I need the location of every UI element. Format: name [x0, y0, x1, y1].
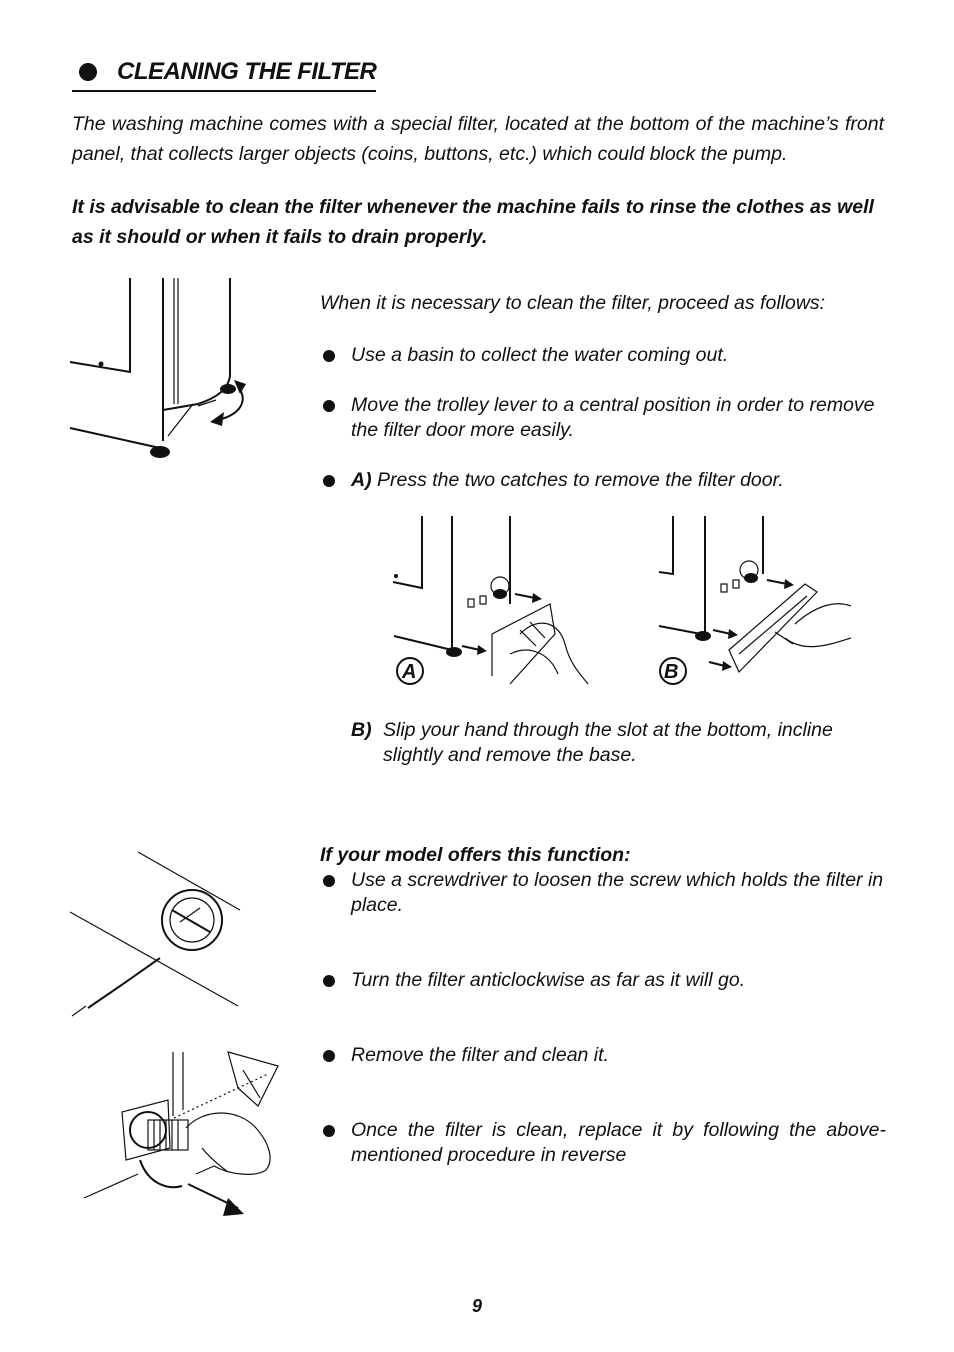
- intro-paragraph: The washing machine comes with a special filter, located at the bottom of the machine’s front panel, that collects larger objects (coins, buttons, etc.) which could block the pump.: [72, 113, 884, 165]
- bullet-icon: [323, 1050, 335, 1062]
- figure-b-illustration: [655, 514, 855, 689]
- page-number: 9: [471, 1296, 482, 1316]
- list-item: Turn the filter anticlockwise as far as it will go.: [320, 968, 886, 993]
- section-title-text: CLEANING THE FILTER: [117, 58, 377, 85]
- list-item: Once the filter is clean, replace it by following the above-mentioned procedure in reverse: [320, 1118, 886, 1168]
- list-item: [320, 468, 886, 493]
- bullet-icon: [79, 63, 97, 81]
- list-item: Remove the filter and clean it.: [320, 1043, 886, 1068]
- filter-removal-illustration: [78, 1048, 288, 1218]
- bullet-icon: [323, 350, 335, 362]
- procedure-lead: When it is necessary to clean the filter, proceed as follows:: [320, 292, 826, 314]
- list-item: Move the trolley lever to a central position in order to remove the filter door more easily.: [320, 393, 886, 443]
- bullet-icon: [323, 875, 335, 887]
- step-a-text: Press the two catches to remove the filter door.: [377, 469, 784, 491]
- bullet-icon: [323, 975, 335, 987]
- step-b-text: Slip your hand through the slot at the bottom, incline slightly and remove the base.: [383, 719, 833, 766]
- figure-a-label: A: [402, 661, 417, 683]
- bullet-icon: [323, 400, 335, 412]
- optional-heading: If your model offers this function:: [320, 844, 631, 866]
- bullet-icon: [323, 475, 335, 487]
- bullet-icon: [323, 1125, 335, 1137]
- figure-a-illustration: [390, 514, 590, 689]
- trolley-lever-illustration: [68, 276, 253, 466]
- list-item: Use a screwdriver to loosen the screw which holds the filter in place.: [320, 868, 886, 918]
- advice-paragraph: It is advisable to clean the filter whenever the machine fails to rinse the clothes as well as it should or when it fails to drain properly.: [72, 196, 874, 248]
- list-item: Use a basin to collect the water coming out.: [320, 343, 886, 368]
- screwdriver-illustration: [68, 848, 253, 1026]
- section-title: [72, 54, 376, 92]
- figure-b-label: B: [664, 661, 679, 683]
- step-b-label: B): [351, 719, 372, 741]
- step-a-label: A): [351, 469, 372, 491]
